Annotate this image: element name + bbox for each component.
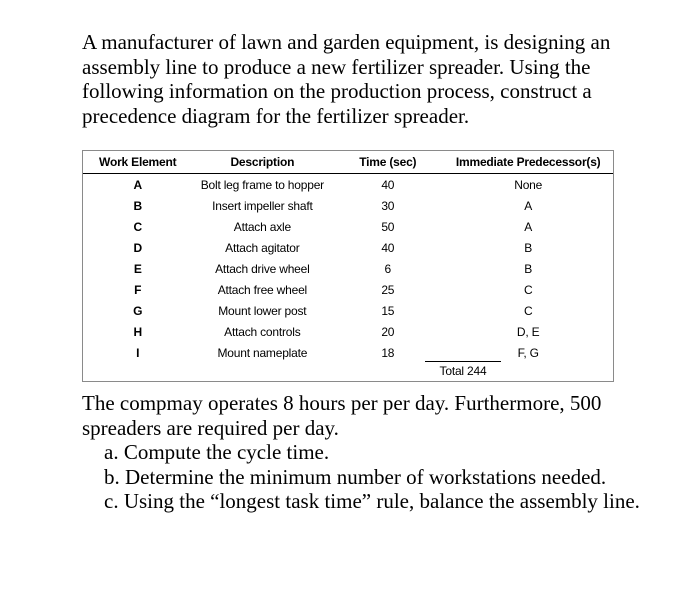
table-row: [83, 237, 613, 258]
table-row: [83, 279, 613, 300]
question-list: [104, 440, 644, 514]
operations-text: The compmay operates 8 hours per per day. Furthermore, 500 spreaders are required per day.: [82, 391, 602, 440]
work-elements-table: [82, 150, 614, 382]
work-element-cell: I: [136, 345, 140, 360]
description-cell: Bolt leg frame to hopper: [200, 177, 324, 192]
predecessor-cell: None: [514, 177, 543, 192]
total-time: Total 244: [439, 364, 487, 378]
predecessor-cell: C: [523, 303, 533, 318]
time-cell: 20: [381, 324, 395, 339]
time-cell: 50: [381, 219, 395, 234]
table-row: [83, 258, 613, 279]
table-row: [83, 342, 613, 363]
header-time: Time (sec): [332, 151, 443, 174]
question-a: a. Compute the cycle time.: [104, 440, 330, 464]
predecessor-cell: B: [524, 261, 533, 276]
description-cell: Attach free wheel: [217, 282, 308, 297]
question-b: b. Determine the minimum number of workstations needed.: [104, 464, 607, 489]
description-cell: Mount lower post: [218, 303, 307, 318]
total-divider: [425, 361, 501, 362]
predecessor-cell: B: [524, 240, 533, 255]
table-row: [83, 174, 613, 196]
time-cell: 30: [381, 198, 395, 213]
description-cell: Attach drive wheel: [215, 261, 310, 276]
header-predecessors: Immediate Predecessor(s): [443, 151, 613, 174]
table-row: [83, 216, 613, 237]
description-cell: Insert impeller shaft: [212, 198, 313, 213]
table-row: [83, 321, 613, 342]
work-element-cell: D: [133, 240, 142, 255]
problem-intro: A manufacturer of lawn and garden equipment, is designing an assembly line to produce a new fertilizer spreader. Using the following information on the production process, construct a precedence diagram for the fertilizer spreader.: [82, 30, 611, 128]
description-cell: Attach agitator: [225, 240, 300, 255]
description-cell: Mount nameplate: [217, 345, 308, 360]
predecessor-cell: D, E: [516, 324, 540, 339]
predecessor-cell: C: [523, 282, 533, 297]
time-cell: 6: [384, 261, 392, 276]
description-cell: Attach controls: [224, 324, 301, 339]
work-element-cell: G: [133, 303, 143, 318]
predecessor-cell: A: [524, 219, 533, 234]
table-row: [83, 195, 613, 216]
time-cell: 40: [381, 177, 395, 192]
time-cell: 40: [381, 240, 395, 255]
work-element-cell: A: [133, 177, 142, 192]
precedence-table: [83, 151, 613, 363]
time-cell: 18: [381, 345, 395, 360]
work-element-cell: H: [133, 324, 142, 339]
work-element-cell: E: [133, 261, 142, 276]
predecessor-cell: A: [524, 198, 533, 213]
time-cell: 15: [381, 303, 395, 318]
time-cell: 25: [381, 282, 395, 297]
description-cell: Attach axle: [233, 219, 291, 234]
work-element-cell: C: [133, 219, 142, 234]
header-work-element: Work Element: [83, 151, 192, 174]
table-row: [83, 300, 613, 321]
table-header-row: [83, 151, 613, 174]
question-c: c. Using the “longest task time” rule, balance the assembly line.: [104, 489, 640, 513]
header-description: Description: [192, 151, 332, 174]
predecessor-cell: F, G: [517, 345, 539, 360]
work-element-cell: B: [133, 198, 142, 213]
work-element-cell: F: [134, 282, 142, 297]
